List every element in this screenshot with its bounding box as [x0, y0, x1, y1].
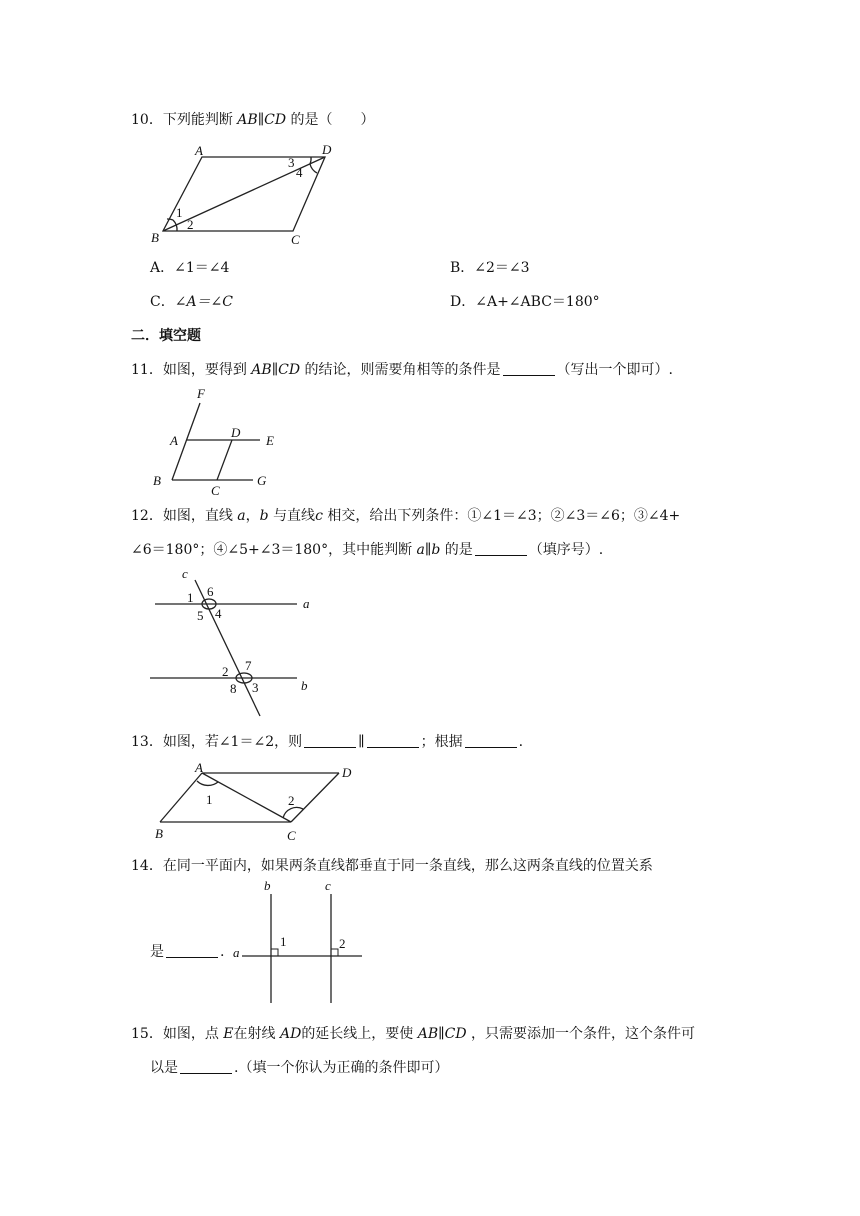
q13-stem: 13．如图，若∠1＝∠2，则 ∥ ；根据 . [131, 734, 524, 750]
q11-label-e: E [266, 433, 274, 448]
q10-stem: 10．下列能判断 AB∥CD 的是（ ） [131, 112, 375, 128]
q12-angle-4: 4 [215, 606, 222, 621]
q10-label-b: B [151, 230, 159, 245]
q12-stem-line1: 12．如图，直线 a，b 与直线c 相交，给出下列条件：①∠1＝∠3；②∠3＝∠6；③∠4+ [131, 508, 681, 524]
q11-label-d: D [231, 425, 241, 440]
q14-figure [230, 878, 370, 1008]
q10-angle-1: 1 [176, 205, 183, 220]
q12-angle-3: 3 [252, 680, 259, 695]
section-title: 二．填空题 [131, 328, 201, 344]
q11-label-f: F [197, 386, 205, 401]
q14-answer-blank[interactable] [166, 943, 218, 958]
q12-angle-6: 6 [207, 584, 214, 599]
q11-label-g: G [257, 473, 267, 488]
q11-label-c: C [211, 483, 220, 498]
q11-figure [150, 385, 300, 498]
q12-figure [145, 566, 325, 716]
q12-angle-5: 5 [197, 608, 204, 623]
q13-label-a: A [195, 760, 203, 775]
q13-blank-3[interactable] [465, 733, 517, 748]
q13-blank-2[interactable] [367, 733, 419, 748]
q14-label-b: b [264, 878, 271, 893]
q14-angle-1: 1 [280, 934, 287, 949]
q15-stem-line1: 15．如图，点 E在射线 AD的延长线上，要使 AB∥CD ，只需要添加一个条件，这个条件可 [131, 1026, 696, 1042]
q10-option-c: C．∠A＝∠C [150, 294, 234, 310]
q11-stem: 11．如图，要得到 AB∥CD 的结论，则需要角相等的条件是 （写出一个即可）. [131, 362, 673, 378]
q15-answer-blank[interactable] [180, 1059, 232, 1074]
q12-angle-7: 7 [245, 658, 252, 673]
q10-option-a: A．∠1＝∠4 [150, 260, 230, 276]
q11-label-a: A [170, 433, 178, 448]
q12-label-b: b [301, 678, 308, 693]
q15-stem-line2: 以是 .（填一个你认为正确的条件即可） [150, 1060, 449, 1076]
q12-label-a: a [303, 596, 310, 611]
q12-angle-8: 8 [230, 681, 237, 696]
q12-angle-1: 1 [187, 590, 194, 605]
q14-label-c: c [325, 878, 331, 893]
q10-option-b: B．∠2＝∠3 [450, 260, 530, 276]
q12-stem-line2: ∠6＝180°；④∠5+∠3＝180°，其中能判断 a∥b 的是 （填序号）. [131, 542, 604, 558]
q14-stem-line2: 是 . [150, 944, 225, 960]
q10-angle-4: 4 [296, 165, 303, 180]
q14-stem-line1: 14．在同一平面内，如果两条直线都垂直于同一条直线，那么这两条直线的位置关系 [131, 858, 653, 874]
q10-option-d: D．∠A+∠ABC＝180° [450, 294, 600, 310]
q13-figure [145, 757, 365, 842]
q13-angle-2: 2 [288, 793, 295, 808]
q12-label-c: c [182, 566, 188, 581]
q12-answer-blank[interactable] [475, 541, 527, 556]
q10-figure [145, 140, 345, 250]
q10-label-c: C [291, 232, 300, 247]
q11-label-b: B [153, 473, 161, 488]
q13-angle-1: 1 [206, 792, 213, 807]
q10-label-a: A [195, 143, 203, 158]
q10-angle-2: 2 [187, 217, 194, 232]
q10-angle-3: 3 [288, 155, 295, 170]
q13-label-c: C [287, 828, 296, 843]
q13-label-b: B [155, 826, 163, 841]
q12-angle-2: 2 [222, 664, 229, 679]
q13-label-d: D [342, 765, 352, 780]
q14-label-a: a [233, 945, 240, 960]
q13-blank-1[interactable] [304, 733, 356, 748]
q11-answer-blank[interactable] [503, 361, 555, 376]
q10-label-d: D [322, 142, 332, 157]
q14-angle-2: 2 [339, 936, 346, 951]
